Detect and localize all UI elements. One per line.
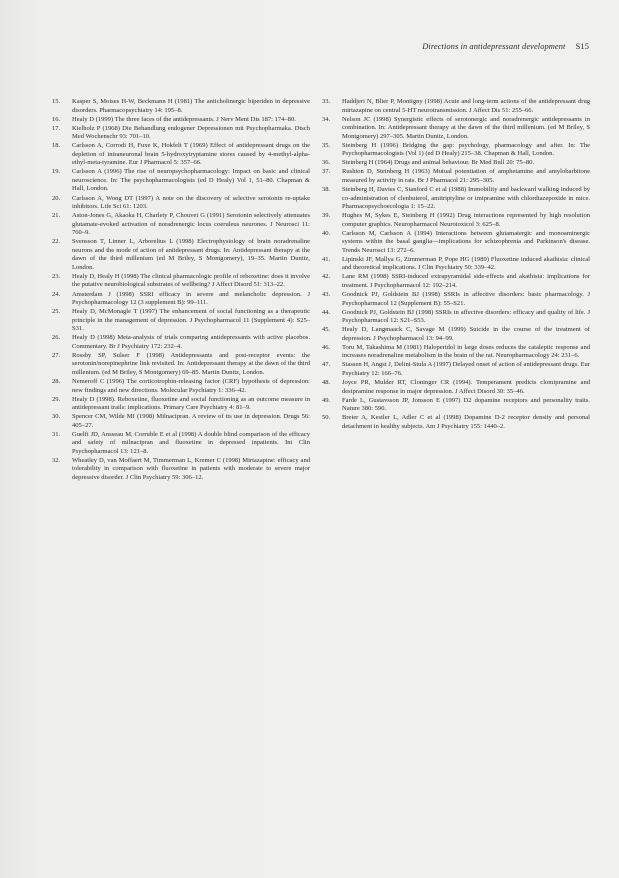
reference-number: 15. xyxy=(52,98,61,105)
reference-entry xyxy=(322,230,590,256)
reference-entry xyxy=(52,125,310,142)
reference-number: 29. xyxy=(52,395,61,403)
reference-text: Healy D, Healy H (1998) The clinical pharmacologic profile of reboxetine: does it involve the putative neurobiological substrates of wellbeing? J Affect Disord 51: 313–22. xyxy=(72,272,310,289)
reference-number: 22. xyxy=(52,238,61,246)
reference-text: Lane RM (1998) SSRI-induced extrapyramidal side-effects and akathisia: implications for treatment. J Psychopharmacol 12: 192–214. xyxy=(342,273,590,289)
reference-number: 27. xyxy=(52,351,61,359)
reference-text: Goodnick PJ, Goldstein BJ (1998) SSRIs in affective disorders: basic pharmacology. J Psychopharmacol 12 (Supplement B): 55–S21. xyxy=(342,291,590,307)
reference-entry xyxy=(322,273,590,290)
reference-text: Healy D (1998) Meta-analysis of trials comparing antidepressants with active placebos. Commentary. Br J Psychiatry 172: 232–4. xyxy=(72,334,310,350)
reference-number: 36. xyxy=(322,159,331,167)
reference-number: 44. xyxy=(322,308,331,316)
reference-text: Haddjeri N, Blier P, Montigny (1998) Acute and long-term actions of the antidepressant drug mirtazapine on central 5-HT neurotransmission. J Affect Dis 51: 255–66. xyxy=(342,98,590,114)
reference-number: 16. xyxy=(52,115,61,123)
reference-entry xyxy=(52,98,310,115)
reference-text: Nemeroff C (1996) The corticotrophin-releasing factor (CRF) hypothesis of depression: new findings and new directions. Molecular Psychiatry 1: 336–42. xyxy=(72,378,310,394)
reference-number: 35. xyxy=(322,141,331,149)
reference-entry xyxy=(52,378,310,395)
reference-entry xyxy=(52,334,310,351)
reference-text: Svensson T, Linner L, Arborelius L (1998) Electrophysiology of brain noradrenaline neurons and the mode of action of antidepressant drugs. In: Antidepressant therapy at the dawn of the third millenium (ed M Briley, S Montgomery), 19–35. Martin Dunitz, London. xyxy=(72,238,310,271)
reference-entry xyxy=(322,186,590,212)
reference-text: Steinberg H, Davies C, Stanford C et al (1988) Immobility and backward walking induced by co-administration of clenbuterol, amitriptyline or imipramine with chlordiazepoxide in mice. Pharmacopsychoecologia 1: 15–22. xyxy=(342,185,590,211)
reference-entry xyxy=(52,413,310,430)
reference-number: 30. xyxy=(52,413,61,421)
reference-entry xyxy=(52,431,310,457)
reference-entry xyxy=(52,195,310,212)
reference-entry xyxy=(52,352,310,378)
reference-text: Farde L, Gustavsson JP, Jonsson E (1997) D2 dopamine receptors and personality traits. Nature 380: 590. xyxy=(342,396,590,413)
reference-number: 49. xyxy=(322,396,331,404)
reference-entry xyxy=(322,291,590,308)
reference-text: Carlsson A, Corrodi H, Fuxe K, Hokfelt T (1969) Effect of antidepressant drugs on the depletion of intraneuronal brain 5-hydroxytryptamine stores caused by 4-methyl-alpha-ethyl-meta-tyramine. Eur J Pharmacol 5: 357–66. xyxy=(72,142,310,167)
running-header xyxy=(422,42,589,51)
reference-number: 50. xyxy=(322,414,331,422)
reference-number: 39. xyxy=(322,212,331,220)
reference-number: 43. xyxy=(322,291,331,299)
running-title: Directions in antidepressant development xyxy=(422,42,566,51)
reference-number: 32. xyxy=(52,456,61,464)
reference-text: Stassen H, Angst J, Delini-Stula A (1997) Delayed onset of action of antidepressant drugs. Eur Psychiatry 12: 166–76. xyxy=(342,361,590,377)
reference-entry xyxy=(52,142,310,168)
reference-text: Goodnick PJ, Goldstein BJ (1998) SSRIs in affective disorders: efficacy and quality of life. J Psychopharmacol 12: S21–S53. xyxy=(342,308,590,325)
reference-number: 38. xyxy=(322,185,331,193)
reference-column-left xyxy=(52,98,310,483)
reference-text: Rossby SP, Sulser F (1998) Antidepressants and post-receptor events: the serotonin/norepinephrine link revisited. In: Antidepressant therapy at the dawn of the third millenium. (ed M Briley, S Montgomery) 69–85. Martin Dunitz, London. xyxy=(72,351,310,376)
reference-number: 34. xyxy=(322,115,331,123)
reference-number: 48. xyxy=(322,379,331,386)
reference-text: Kielholz P (1968) Die Behandlung endogener Depressionen mit Psychopharmaka. Dtsch Med Wochenschr 93: 701–10. xyxy=(72,124,310,141)
reference-number: 21. xyxy=(52,212,61,220)
reference-text: Lipinski JF, Mallya G, Zimmerman P, Pope HG (1989) Fluoxetine induced akathisia: clinical and theoretical implications. J Clin Psychiatry 50: 339–42. xyxy=(342,255,590,272)
reference-text: Aston-Jones G, Akaoka H, Charlety P, Chouvet G (1991) Serotonin selectively attenuates glutamate-evoked activation of noradrenergic locus coeruleus neurones. J Neurosci 11: 760–9. xyxy=(72,212,310,237)
reference-number: 47. xyxy=(322,361,331,369)
reference-entry xyxy=(52,168,310,194)
reference-entry xyxy=(52,291,310,308)
reference-number: 26. xyxy=(52,334,61,342)
reference-text: Kasper S, Moises H-W, Beckmann H (1981) The anticholinergic biperiden in depressive disorders. Pharmacopsychiatry 14: 195–8. xyxy=(72,98,310,114)
reference-entry xyxy=(52,273,310,290)
reference-entry xyxy=(322,344,590,361)
reference-entry xyxy=(52,238,310,272)
reference-entry xyxy=(322,159,590,168)
reference-number: 46. xyxy=(322,343,331,351)
reference-text: Carlsson A, Wong DT (1997) A note on the discovery of selective serotonin re-uptake inhibitors. Life Sci 61: 1203. xyxy=(72,194,310,211)
reference-entry xyxy=(322,256,590,273)
reference-text: Wheatley D, van Moffaert M, Timmerman L, Kremer C (1998) Mirtazapine: efficacy and tolerability in comparison with fluoxetine in patients with moderate to severe major depressive disorder. J Clin Psychiatry 59: 306–12. xyxy=(72,456,310,482)
reference-text: Healy D (1998). Reboxetine, fluoxetine and social functioning as an outcome measure in antidepressant trails: implications. Primary Care Psychiatry 4: 81–9. xyxy=(72,395,310,412)
reference-number: 17. xyxy=(52,124,61,132)
reference-text: Healy D (1999) The three faces of the antidepressants. J Nerv Ment Dis 187: 174–80. xyxy=(72,115,296,123)
reference-text: Steinberg H (1964) Drugs and animal behaviour. Br Med Bull 20: 75–80. xyxy=(342,159,535,167)
reference-entry xyxy=(52,116,310,125)
reference-text: Hughes M, Sykes E, Steinberg H (1992) Drug interactions represented by high resolution computer graphics. Neuropharmacol Neurotoxicol 3: 625–8. xyxy=(342,212,590,228)
reference-entry xyxy=(322,98,590,115)
reference-entry xyxy=(52,212,310,238)
reference-number: 42. xyxy=(322,273,331,281)
reference-entry xyxy=(322,379,590,396)
reference-text: Healy D, McMonagle T (1997) The enhancement of social functioning as a therapeutic principle in the management of depression. J Psychopharmacol 11 (Supplement 4): S25–S31. xyxy=(72,308,310,333)
reference-number: 20. xyxy=(52,194,61,202)
page-number: S15 xyxy=(575,42,589,51)
reference-number: 23. xyxy=(52,272,61,280)
reference-entry xyxy=(322,414,590,431)
reference-number: 37. xyxy=(322,168,331,176)
reference-entry xyxy=(322,397,590,414)
reference-number: 31. xyxy=(52,430,61,438)
reference-entry xyxy=(322,212,590,229)
reference-text: Steinberg H (1996) Bridging the gap: psychology, pharmacology and after. In: The Psychopharmacologists (Vol 1) (ed D Healy) 215–38. Chapman & Hall, London. xyxy=(342,141,590,158)
reference-text: Spencer CM, Wilde MI (1998) Milnacipran. A review of its use in depression. Drugs 56: 405–27. xyxy=(72,413,310,429)
reference-entry xyxy=(322,309,590,326)
reference-entry xyxy=(322,168,590,185)
reference-entry xyxy=(52,457,310,483)
reference-entry xyxy=(322,142,590,159)
reference-number: 45. xyxy=(322,326,331,334)
reference-text: Guelfi JD, Ansseau M, Corruble E et al (1998) A double blind comparison of the efficacy and safety of milnacipran and fluoxetine in depressed inpatients. Int Clin Psychopharmacol 13: 121–8. xyxy=(72,430,310,455)
reference-text: Amsterdam J (1998) SSRI efficacy in severe and melancholic depression. J Psychopharmacology 12 (3 supplement B): 99–111. xyxy=(72,290,310,307)
reference-number: 33. xyxy=(322,98,331,105)
reference-text: Rushton D, Steinberg H (1963) Mutual potentiation of amphetamine and amylobarbitone measured by activity in rats. Br J Pharmacol 21: 295–305. xyxy=(342,168,590,184)
reference-text: Carlsson M, Carlsson A (1994) Interactions between glutamatergic and monoaminergic systems within the basal ganglia—implications for schizophrenia and Parkinson's disease. Trends Neurosci 13: 272–6. xyxy=(342,229,590,254)
reference-number: 18. xyxy=(52,142,61,150)
reference-number: 25. xyxy=(52,308,61,316)
reference-text: Nelson JC (1998) Synergistic effects of serotonergic and noradrenergic antidepressants in combination. In: Antidepressant therapy at the dawn of the third millenium. (ed M Briley, S Montgomery) 297–305. Martin Dunitz, London. xyxy=(342,115,590,140)
reference-text: Joyce PR, Mulder RT, Cloninger CR (1994). Temperament predicts clomipramine and desipramine response in major depression. J Affect Disord 30: 35–46. xyxy=(342,379,590,395)
reference-text: Toru M, Takashima M (1981) Haloperidol in large doses reduces the cataleptic response and increases noradrenaline metabolism in the brain of the rat. Neuropharmacology 24: 231–6. xyxy=(342,343,590,360)
reference-number: 28. xyxy=(52,378,61,385)
reference-text: Carlsson A (1996) The rise of neuropsychopharmacology: Impact on basic and clinical neuroscience. In: The psychopharmacologists (ed D Healy) Vol 1, 51–80. Chapman & Hall, London. xyxy=(72,168,310,193)
reference-entry xyxy=(322,326,590,343)
reference-entry xyxy=(322,116,590,142)
reference-entry xyxy=(322,361,590,378)
reference-text: Healy D, Langmaack C, Savage M (1999) Suicide in the course of the treatment of depression. J Psychopharmacol 13: 94–99. xyxy=(342,326,590,342)
reference-number: 41. xyxy=(322,255,331,263)
reference-number: 19. xyxy=(52,168,61,176)
reference-column-right xyxy=(322,98,590,432)
reference-entry xyxy=(52,308,310,334)
reference-number: 40. xyxy=(322,229,331,237)
reference-number: 24. xyxy=(52,290,61,298)
reference-entry xyxy=(52,396,310,413)
reference-text: Breier A, Kestler L, Adler C et al (1998) Dopamine D-2 receptor density and personal detachment in healthy subjects. Am J Psychiatry 155: 1440–2. xyxy=(342,414,590,430)
